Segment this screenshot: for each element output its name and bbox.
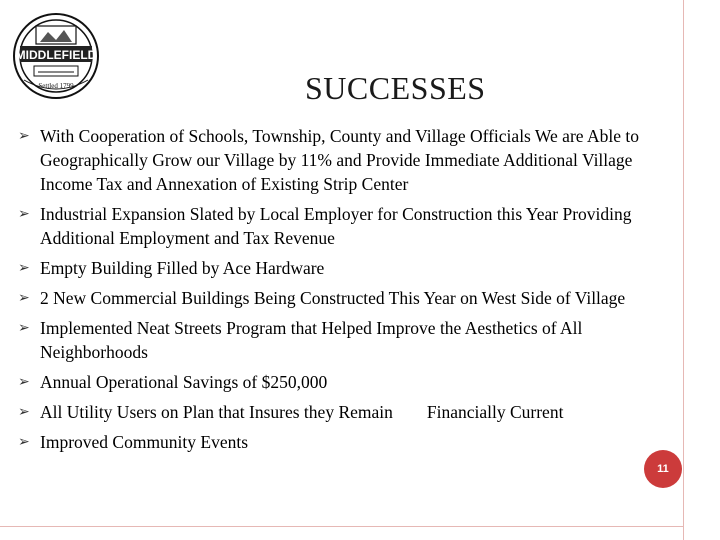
- page-number-badge: 11: [644, 450, 682, 488]
- svg-text:MIDDLEFIELD: MIDDLEFIELD: [15, 48, 97, 62]
- list-item: ➢ Implemented Neat Streets Program that Helped Improve the Aesthetics of All Neighborhoods: [18, 318, 583, 362]
- arrow-bullet-icon: ➢: [18, 320, 30, 336]
- list-item: ➢ Annual Operational Savings of $250,000: [18, 372, 328, 392]
- slide-title: SUCCESSES: [305, 70, 486, 106]
- list-item: ➢ 2 New Commercial Buildings Being Constructed This Year on West Side of Village: [18, 288, 626, 308]
- arrow-bullet-icon: ➢: [18, 404, 30, 420]
- arrow-bullet-icon: ➢: [18, 260, 30, 276]
- arrow-bullet-icon: ➢: [18, 290, 30, 306]
- list-item: ➢ All Utility Users on Plan that Insures they Remain Financially Current: [18, 402, 564, 422]
- arrow-bullet-icon: ➢: [18, 206, 30, 222]
- list-item: ➢ With Cooperation of Schools, Township, County and Village Officials We are Able to Geographically Grow our Village by 11% and Provide Immediate Additional Village Income Tax and Annexation of Existing Strip Center: [18, 126, 639, 194]
- arrow-bullet-icon: ➢: [18, 434, 30, 450]
- arrow-bullet-icon: ➢: [18, 374, 30, 390]
- svg-text:Settled 1799: Settled 1799: [38, 82, 74, 90]
- list-item: ➢ Empty Building Filled by Ace Hardware: [18, 258, 325, 278]
- list-item: ➢ Improved Community Events: [18, 432, 249, 452]
- bullet-list: [18, 124, 668, 460]
- arrow-bullet-icon: ➢: [18, 128, 30, 144]
- middlefield-seal-logo: [12, 12, 100, 100]
- list-item: ➢ Industrial Expansion Slated by Local Employer for Construction this Year Providing Additional Employment and Tax Revenue: [18, 204, 632, 248]
- slide-bottom-rule: [0, 526, 683, 527]
